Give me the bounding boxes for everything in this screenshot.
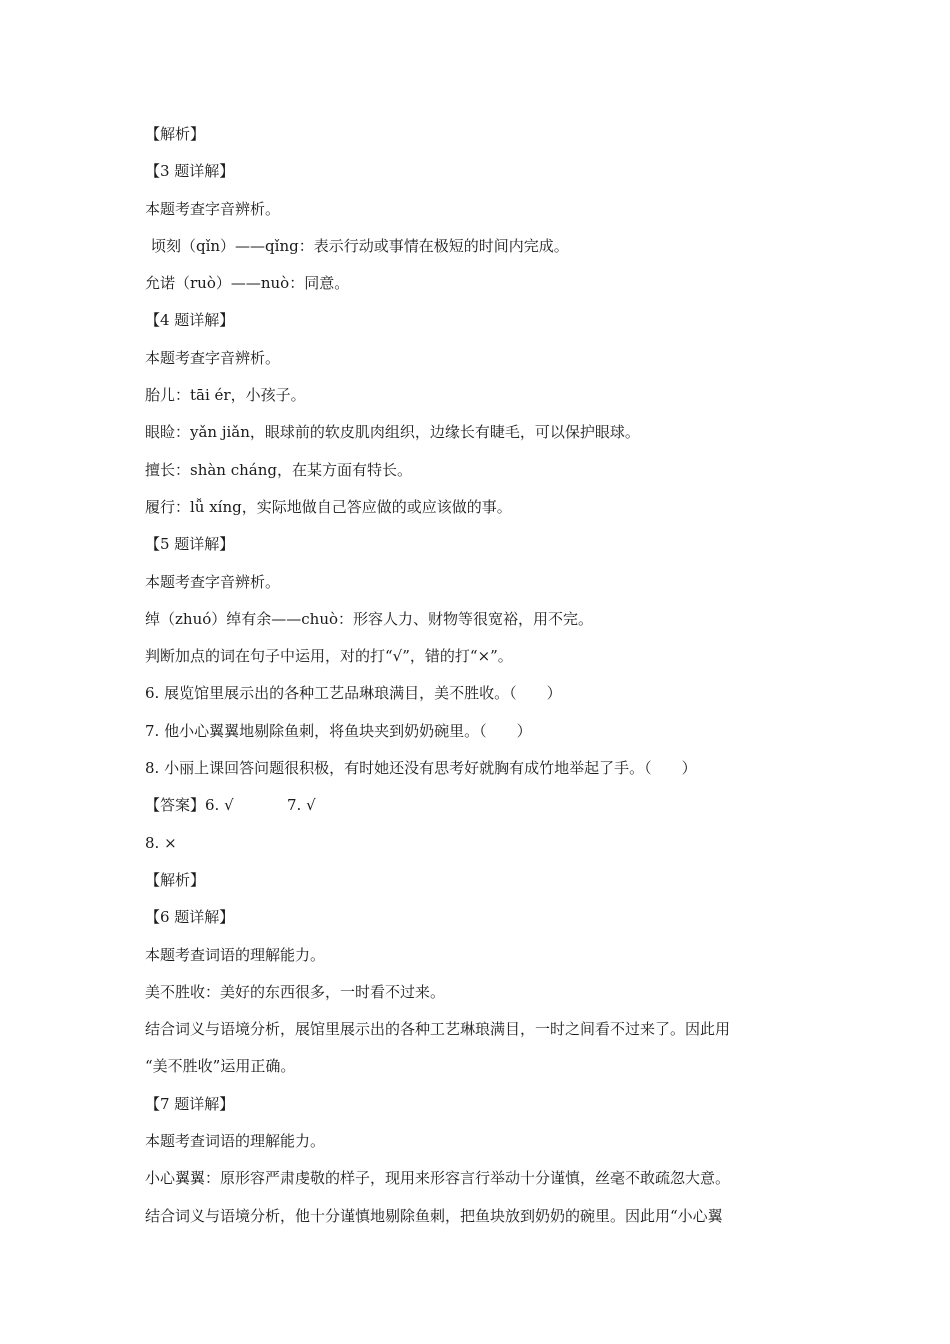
question-8: 8. 小丽上课回答问题很积极，有时她还没有思考好就胸有成竹地举起了手。（ ）	[145, 759, 697, 778]
answer-6: 【答案】6. √	[145, 796, 234, 815]
answer-7: 7. √	[287, 796, 316, 815]
q4-item-2: 眼睑：yǎn jiǎn，眼球前的软皮肌肉组织，边缘长有睫毛，可以保护眼球。	[145, 423, 640, 442]
q4-topic: 本题考查字音辨析。	[145, 348, 281, 367]
question-6: 6. 展览馆里展示出的各种工艺品琳琅满目，美不胜收。（ ）	[145, 684, 562, 703]
q7-analysis: 结合词义与语境分析，他十分谨慎地剔除鱼刺，把鱼块放到奶奶的碗里。因此用“小心翼	[145, 1206, 723, 1225]
q3-item-2: 允诺（ruò）——nuò：同意。	[145, 274, 350, 293]
answer-line	[145, 792, 815, 829]
answer-8: 8. ×	[145, 833, 177, 852]
q3-item-1: 顷刻（qǐn）——qǐng：表示行动或事情在极短的时间内完成。	[151, 236, 569, 255]
q6-topic: 本题考查词语的理解能力。	[145, 945, 326, 964]
q5-topic: 本题考查字音辨析。	[145, 572, 281, 591]
q5-item-1: 绰（zhuó）绰有余——chuò：形容人力、财物等很宽裕，用不完。	[145, 609, 594, 628]
q4-detail-heading: 【4 题详解】	[145, 311, 235, 330]
q7-topic: 本题考查词语的理解能力。	[145, 1132, 326, 1151]
q6-analysis-cont: “美不胜收”运用正确。	[145, 1057, 296, 1076]
question-7: 7. 他小心翼翼地剔除鱼刺，将鱼块夹到奶奶碗里。（ ）	[145, 721, 532, 740]
q6-definition: 美不胜收：美好的东西很多，一时看不过来。	[145, 982, 446, 1001]
analysis-heading-2: 【解析】	[145, 870, 206, 889]
q4-item-4: 履行：lǚ xíng，实际地做自己答应做的或应该做的事。	[145, 497, 512, 516]
document-body	[145, 121, 815, 1240]
q6-detail-heading: 【6 题详解】	[145, 908, 235, 927]
q3-detail-heading: 【3 题详解】	[145, 162, 235, 181]
q7-definition: 小心翼翼：原形容严肃虔敬的样子，现用来形容言行举动十分谨慎，丝毫不敢疏忽大意。	[145, 1169, 731, 1188]
analysis-heading: 【解析】	[145, 125, 206, 143]
section-instruction: 判断加点的词在句子中运用，对的打“√”，错的打“×”。	[145, 647, 513, 666]
q4-item-1: 胎儿：tāi ér，小孩子。	[145, 386, 306, 405]
q4-item-3: 擅长：shàn cháng，在某方面有特长。	[145, 460, 412, 479]
q6-analysis: 结合词义与语境分析，展馆里展示出的各种工艺琳琅满目，一时之间看不过来了。因此用	[145, 1020, 731, 1039]
q7-detail-heading: 【7 题详解】	[145, 1094, 235, 1113]
q5-detail-heading: 【5 题详解】	[145, 535, 235, 554]
q3-topic: 本题考查字音辨析。	[145, 199, 281, 218]
